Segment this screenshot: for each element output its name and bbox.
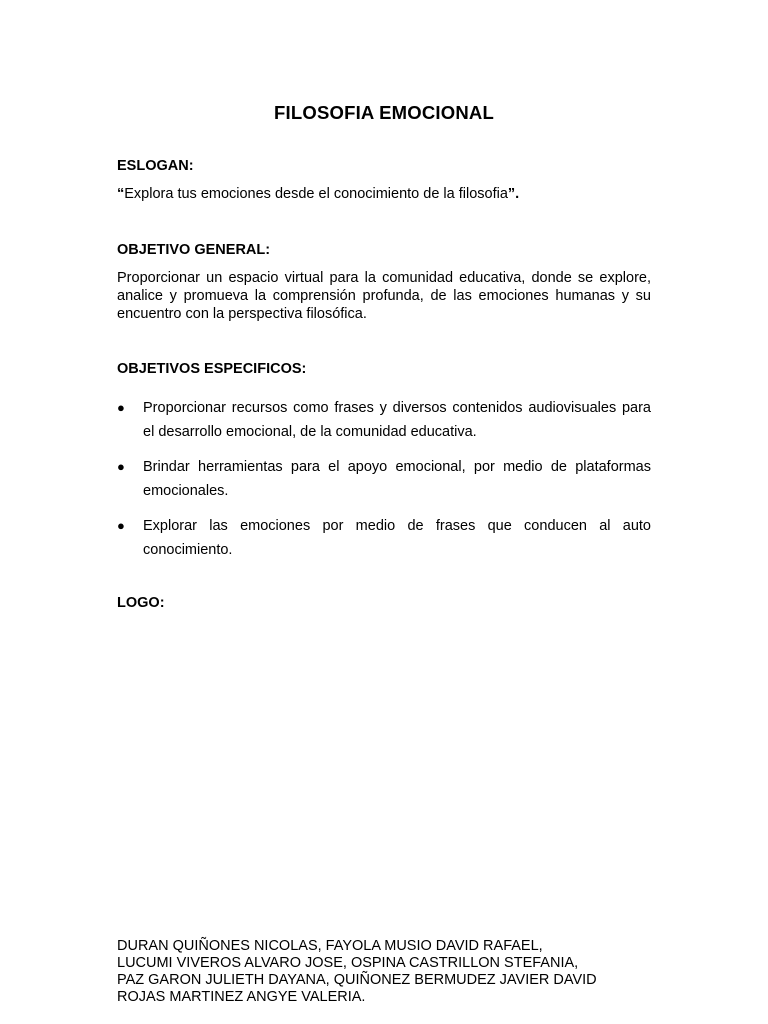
authors-block — [117, 938, 677, 1006]
bullet-icon: ● — [117, 459, 125, 474]
author-line: PAZ GARON JULIETH DAYANA, QUIÑONEZ BERMUDEZ JAVIER DAVID — [117, 972, 597, 988]
slogan-text-line — [117, 186, 519, 202]
document-title: FILOSOFIA EMOCIONAL — [274, 102, 494, 123]
bullet-icon: ● — [117, 518, 125, 533]
list-item-text: Explorar las emociones por medio de frases que conducen al auto conocimiento. — [143, 518, 651, 558]
list-item-text: Brindar herramientas para el apoyo emocional, por medio de plataformas emocionales. — [143, 459, 651, 499]
general-objective-heading: OBJETIVO GENERAL: — [117, 242, 271, 258]
logo-heading: LOGO: — [117, 595, 165, 611]
slogan-open-quote: “ — [117, 186, 125, 202]
slogan-close-quote: ”. — [507, 186, 520, 202]
slogan-heading: ESLOGAN: — [117, 158, 194, 174]
general-objective-text: Proporcionar un espacio virtual para la comunidad educativa, donde se explore, analice y promueva la comprensión profunda, de las emociones humanas y su encuentro con la perspectiva filosófica. — [117, 270, 651, 322]
author-line: ROJAS MARTINEZ ANGYE VALERIA. — [117, 989, 366, 1005]
list-item-text: Proporcionar recursos como frases y diversos contenidos audiovisuales para el desarrollo emocional, de la comunidad educativa. — [143, 400, 651, 440]
bullet-icon: ● — [117, 400, 125, 415]
specific-objectives-list — [117, 396, 651, 573]
author-line: LUCUMI VIVEROS ALVARO JOSE, OSPINA CASTRILLON STEFANIA, — [117, 955, 579, 971]
list-item — [117, 396, 651, 444]
slogan-text: Explora tus emociones desde el conocimiento de la filosofia — [124, 186, 508, 202]
author-line: DURAN QUIÑONES NICOLAS, FAYOLA MUSIO DAVID RAFAEL, — [117, 938, 543, 954]
specific-objectives-heading: OBJETIVOS ESPECIFICOS: — [117, 361, 307, 377]
list-item — [117, 455, 651, 503]
list-item — [117, 514, 651, 562]
